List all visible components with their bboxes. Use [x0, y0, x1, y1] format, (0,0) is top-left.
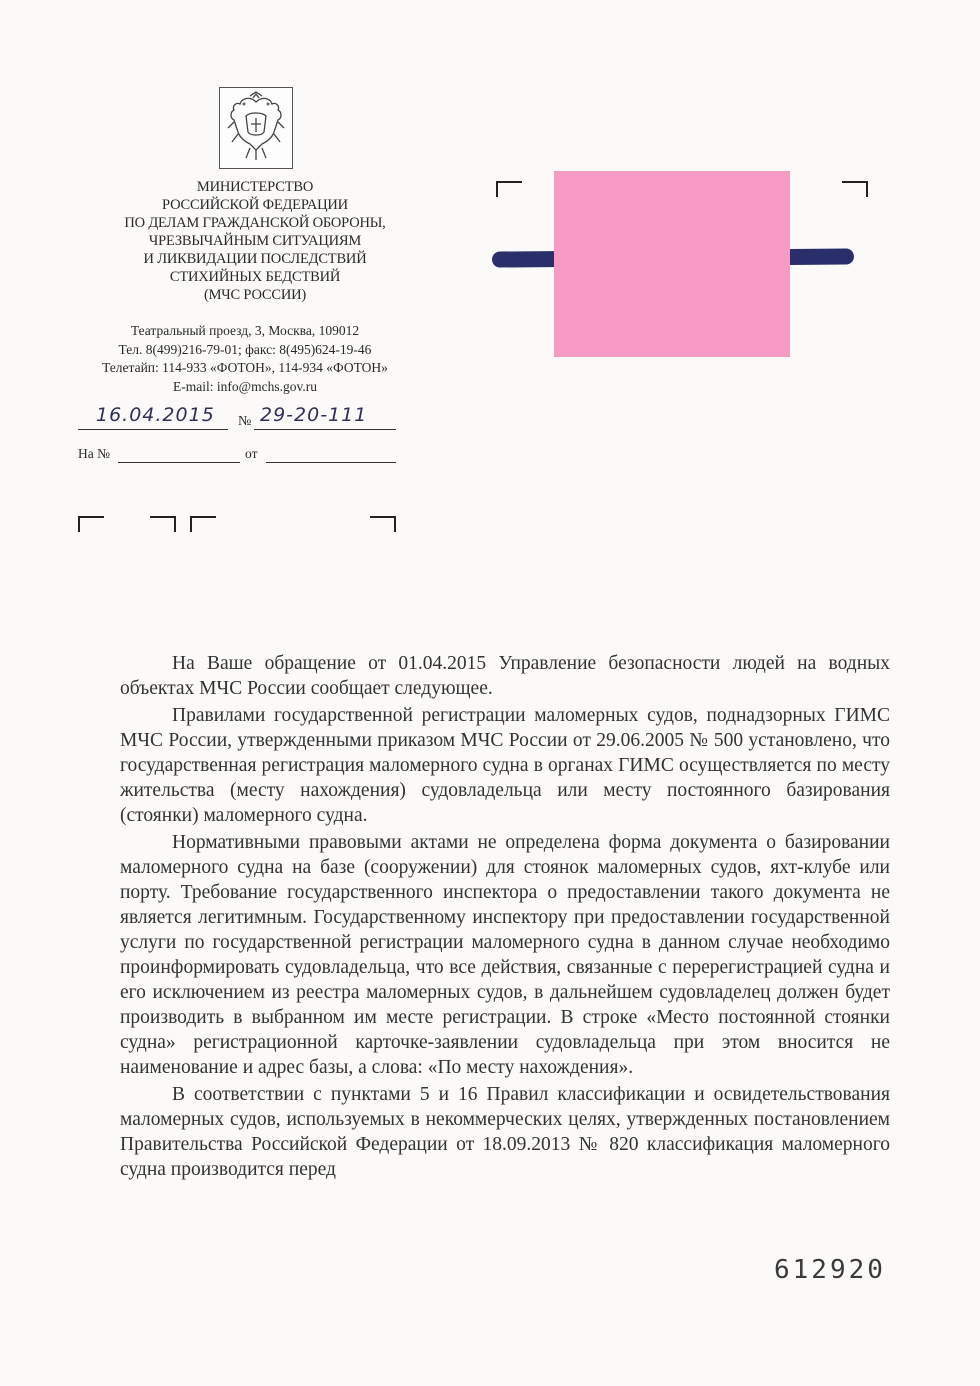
number-sign: № — [238, 414, 252, 429]
corner-mark — [842, 181, 868, 197]
ministry-line: (МЧС РОССИИ) — [203, 287, 307, 303]
corner-mark — [150, 516, 176, 532]
corner-mark — [370, 516, 396, 532]
ministry-line: ЧРЕЗВЫЧАЙНЫМ СИТУАЦИЯМ — [148, 233, 362, 249]
corner-mark — [190, 516, 216, 532]
form-serial-number: 612920 — [774, 1255, 886, 1285]
outgoing-number: 29-20-111 — [260, 404, 368, 426]
coat-of-arms-emblem — [219, 87, 293, 169]
body-paragraph: В соответствии с пунктами 5 и 16 Правил классификации и освидетельствования маломерных судов, используемых в некоммерческих целях, утвержденных постановлением Правительства Российской Федерации от 18.09.2013 № 820 классификация маломерного судна производится перед — [120, 1084, 890, 1180]
outgoing-reference — [78, 404, 398, 434]
body-paragraph: Правилами государственной регистрации маломерных судов, поднадзорных ГИМС МЧС России, утвержденными приказом МЧС России от 29.06.2005 № 500 установлено, что государственная регистрация маломерного судна в органах ГИМС осуществляется по месту жительства (месту нахождения) судовладельца или месту постоянного базирования (стоянки) маломерного судна. — [120, 705, 890, 826]
on-number-label: На № — [78, 446, 110, 461]
ministry-line: ПО ДЕЛАМ ГРАЖДАНСКОЙ ОБОРОНЫ, — [124, 215, 386, 231]
double-headed-eagle-icon — [220, 88, 292, 168]
on-number-underline — [118, 462, 240, 463]
number-underline — [254, 429, 396, 430]
ministry-name — [100, 178, 410, 304]
address: Театральный проезд, 3, Москва, 109012 — [130, 323, 360, 338]
corner-mark — [78, 516, 104, 532]
body-paragraph: Нормативными правовыми актами не определена форма документа о базировании маломерного судна на базе (сооружении) для стоянок маломерных судов, яхт-клубе или порту. Требование государственного инспектора о предоставлении такого документа не является легитимным. Государственному инспектору при предоставлении государственной услуги по государственной регистрации маломерного судна в данном случае необходимо проинформировать судовладельца, что все действия, связанные с перерегистрацией судна и его исключением из реестра маломерных судов, в дальнейшем судовладелец должен будет производить в выбранном им месте регистрации. В строке «Место постоянной стоянки судна» регистрационной карточке-заявлении судовладельца при этом вносится не наименование и адрес базы, а слова: «По месту нахождения». — [120, 832, 890, 1078]
ministry-line: МИНИСТЕРСТВО — [196, 179, 314, 195]
from-label: от — [245, 446, 258, 461]
ministry-line: РОССИЙСКОЙ ФЕДЕРАЦИИ — [162, 197, 348, 213]
letter-body — [120, 651, 890, 1184]
redaction-box — [554, 171, 790, 357]
outgoing-date: 16.04.2015 — [96, 404, 215, 426]
corner-mark — [496, 181, 522, 197]
date-underline — [78, 429, 228, 430]
contact-block — [70, 322, 420, 396]
ministry-line: И ЛИКВИДАЦИИ ПОСЛЕДСТВИЙ — [143, 251, 367, 267]
phone: Тел. 8(499)216-79-01; факс: 8(495)624-19-46 — [118, 341, 372, 357]
body-paragraph: На Ваше обращение от 01.04.2015 Управление безопасности людей на водных объектах МЧС России сообщает следующее. — [120, 653, 890, 699]
incoming-reference — [78, 444, 398, 468]
ministry-line: СТИХИЙНЫХ БЕДСТВИЙ — [169, 269, 341, 285]
email: E-mail: info@mchs.gov.ru — [173, 378, 317, 394]
from-underline — [266, 462, 396, 463]
telex: Телетайп: 114-933 «ФОТОН», 114-934 «ФОТОН» — [102, 360, 388, 375]
